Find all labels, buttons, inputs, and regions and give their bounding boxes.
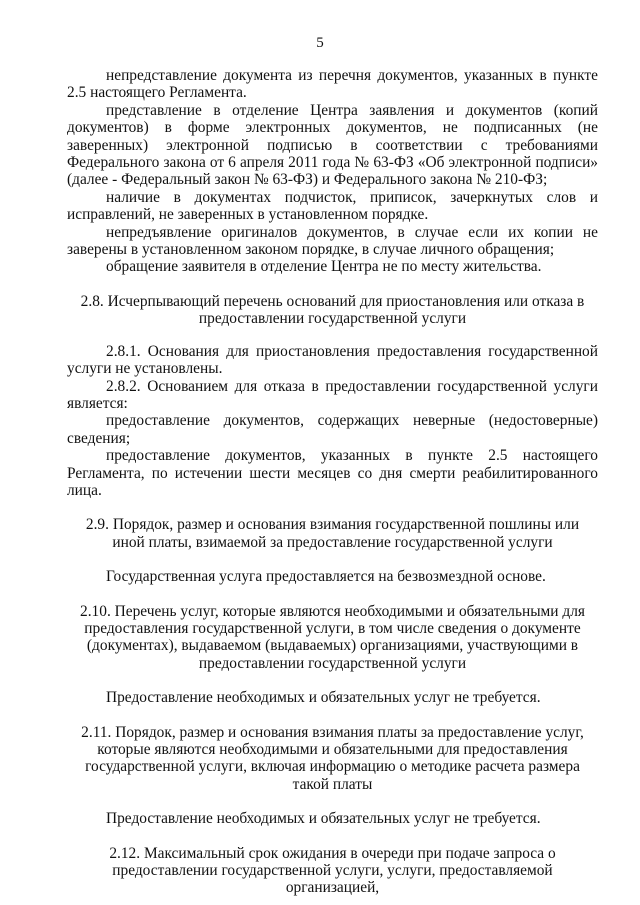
- paragraph: Государственная услуга предоставляется на безвозмездной основе.: [106, 568, 546, 586]
- section-heading-2-11: 2.11. Порядок, размер и основания взимания платы за предоставление услуг, которые являются необходимыми и обязательными для предоставления государственной услуги, включая информацию о методике расчета размера такой платы: [81, 723, 584, 793]
- section-heading-2-10: 2.10. Перечень услуг, которые являются необходимыми и обязательными для предоставления государственной услуги, в том числе сведения о документе (документах), выдаваемом (выдаваемых) организациями, участвующими в предоставлении государственной услуги: [80, 602, 585, 672]
- paragraph: наличие в документах подчисток, приписок, зачеркнутых слов и исправлений, не заверенных в установленном порядке.: [67, 188, 598, 224]
- paragraph: 2.8.2. Основанием для отказа в предоставлении государственной услуги является:: [67, 377, 598, 412]
- paragraph: обращение заявителя в отделение Центра не по месту жительства.: [106, 258, 542, 276]
- paragraph: предоставление документов, указанных в пункте 2.5 настоящего Регламента, по истечении шести месяцев со дня смерти реабилитированного лица.: [67, 447, 598, 499]
- paragraph: непредъявление оригиналов документов, в случае если их копии не заверены в установленном законом порядке, в случае личного обращения;: [67, 223, 598, 259]
- page-number: 5: [316, 35, 324, 51]
- paragraph: предоставление документов, содержащих неверные (недостоверные) сведения;: [67, 412, 598, 447]
- paragraph: непредставление документа из перечня документов, указанных в пункте 2.5 настоящего Регламента.: [67, 67, 598, 102]
- paragraph: Предоставление необходимых и обязательных услуг не требуется.: [106, 810, 541, 828]
- section-heading-2-8: 2.8. Исчерпывающий перечень оснований для приостановления или отказа в предоставлении государственной услуги: [80, 292, 585, 328]
- paragraph: 2.8.1. Основания для приостановления предоставления государственной услуги не установлены.: [67, 342, 598, 378]
- section-heading-2-9: 2.9. Порядок, размер и основания взимания государственной пошлины или иной платы, взимаемой за предоставление государственной услуги: [85, 516, 580, 551]
- section-heading-2-12: 2.12. Максимальный срок ожидания в очереди при подаче запроса о предоставлении государственной услуги, услуги, предоставляемой организацией,: [109, 844, 556, 897]
- paragraph: представление в отделение Центра заявления и документов (копий документов) в форме электронных документов, не подписанных (не заверенных) электронной подписью в соответствии с требованиями Федерального закона от 6 апреля 2011 года № 63-ФЗ «Об электронной подписи» (далее - Федеральный закон № 63-ФЗ) и Федерального закона № 210-ФЗ;: [67, 101, 598, 189]
- document-body: [67, 67, 598, 897]
- paragraph: Предоставление необходимых и обязательных услуг не требуется.: [106, 689, 541, 707]
